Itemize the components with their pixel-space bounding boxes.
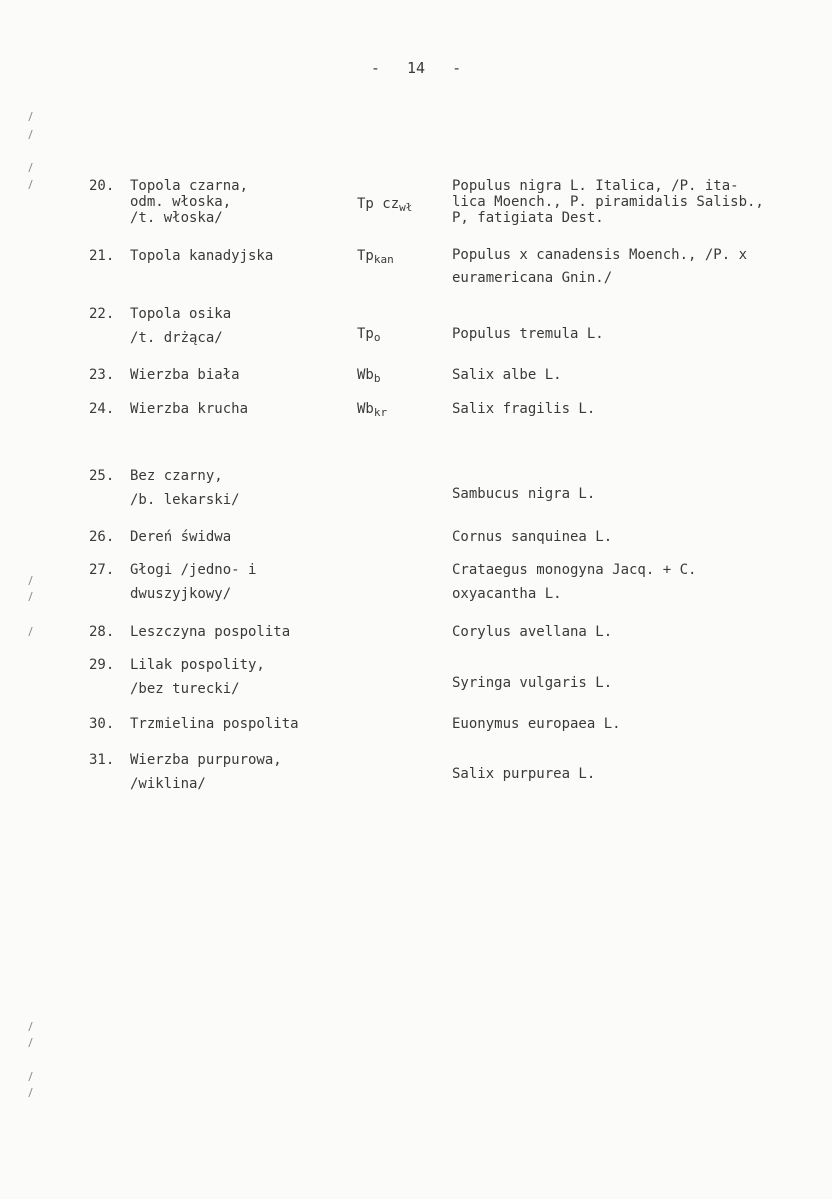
page-number: 14 [406,59,426,77]
polish-name: Wierzba biała [130,367,240,383]
entry-number: 30. [89,716,115,732]
latin-name: Salix purpurea L. [452,766,596,782]
polish-name: Trzmielina pospolita [130,716,299,732]
page-number-line [0,60,832,76]
latin-name: Cornus sanquinea L. [452,529,613,545]
margin-mark [28,180,38,189]
abbreviation: Tp $cz_{wł}$ [357,196,413,214]
abbreviation: $Wb_b$ [357,367,381,385]
polish-name: Topola kanadyjska [130,248,274,264]
polish-name: Leszczyna pospolita [130,624,291,640]
polish-name: Wierzba purpurowa, /wiklina/ [130,752,282,792]
entry-number: 25. [89,468,115,484]
margin-mark [28,1038,38,1047]
polish-name: Wierzba krucha [130,401,249,417]
latin-name: Salix fragilis L. [452,401,596,417]
entry-number: 31. [89,752,115,768]
margin-mark [28,1022,38,1031]
polish-name: Głogi /jedno- i dwuszyjkowy/ [130,562,257,602]
margin-mark [28,627,38,636]
entry-number: 28. [89,624,115,640]
entry-number: 26. [89,529,115,545]
polish-name: Topola czarna, odm. włoska, /t. włoska/ [130,178,249,226]
polish-name: Lilak pospolity, /bez turecki/ [130,657,265,697]
latin-name: Crataegus monogyna Jacq. + C. oxyacantha L. [452,562,697,602]
margin-mark [28,1072,38,1081]
entry-number: 29. [89,657,115,673]
entry-number: 24. [89,401,115,417]
latin-name: Salix albe L. [452,367,562,383]
page-dash-left: - [370,59,380,77]
margin-mark [28,1088,38,1097]
latin-name: Euonymus europaea L. [452,716,621,732]
latin-name: Populus x canadensis Moench., /P. x euramericana Gnin./ [452,247,748,286]
margin-mark [28,592,38,601]
entry-number: 27. [89,562,115,578]
latin-name: Corylus avellana L. [452,624,613,640]
margin-mark [28,576,38,585]
abbreviation: $Tp_{kan}$ [357,248,394,266]
entry-number: 22. [89,306,115,322]
polish-name: Dereń świdwa [130,529,232,545]
latin-name: Populus tremula L. [452,326,604,342]
abbreviation: $Tp_o$ [357,326,381,344]
polish-name: Topola osika /t. drżąca/ [130,306,232,346]
margin-mark [28,163,38,172]
polish-name: Bez czarny, /b. lekarski/ [130,468,240,508]
latin-name: Syringa vulgaris L. [452,675,613,691]
latin-name: Populus nigra L. Italica, /P. ita- lica Moench., P. piramidalis Salisb., P, fatigiata Dest. [452,178,764,226]
page-dash-right: - [452,59,462,77]
margin-mark [28,130,38,139]
entry-number: 21. [89,248,115,264]
entry-number: 23. [89,367,115,383]
entry-number: 20. [89,178,115,194]
latin-name: Sambucus nigra L. [452,486,596,502]
margin-mark [28,112,38,121]
abbreviation: $Wb_{kr}$ [357,401,388,419]
